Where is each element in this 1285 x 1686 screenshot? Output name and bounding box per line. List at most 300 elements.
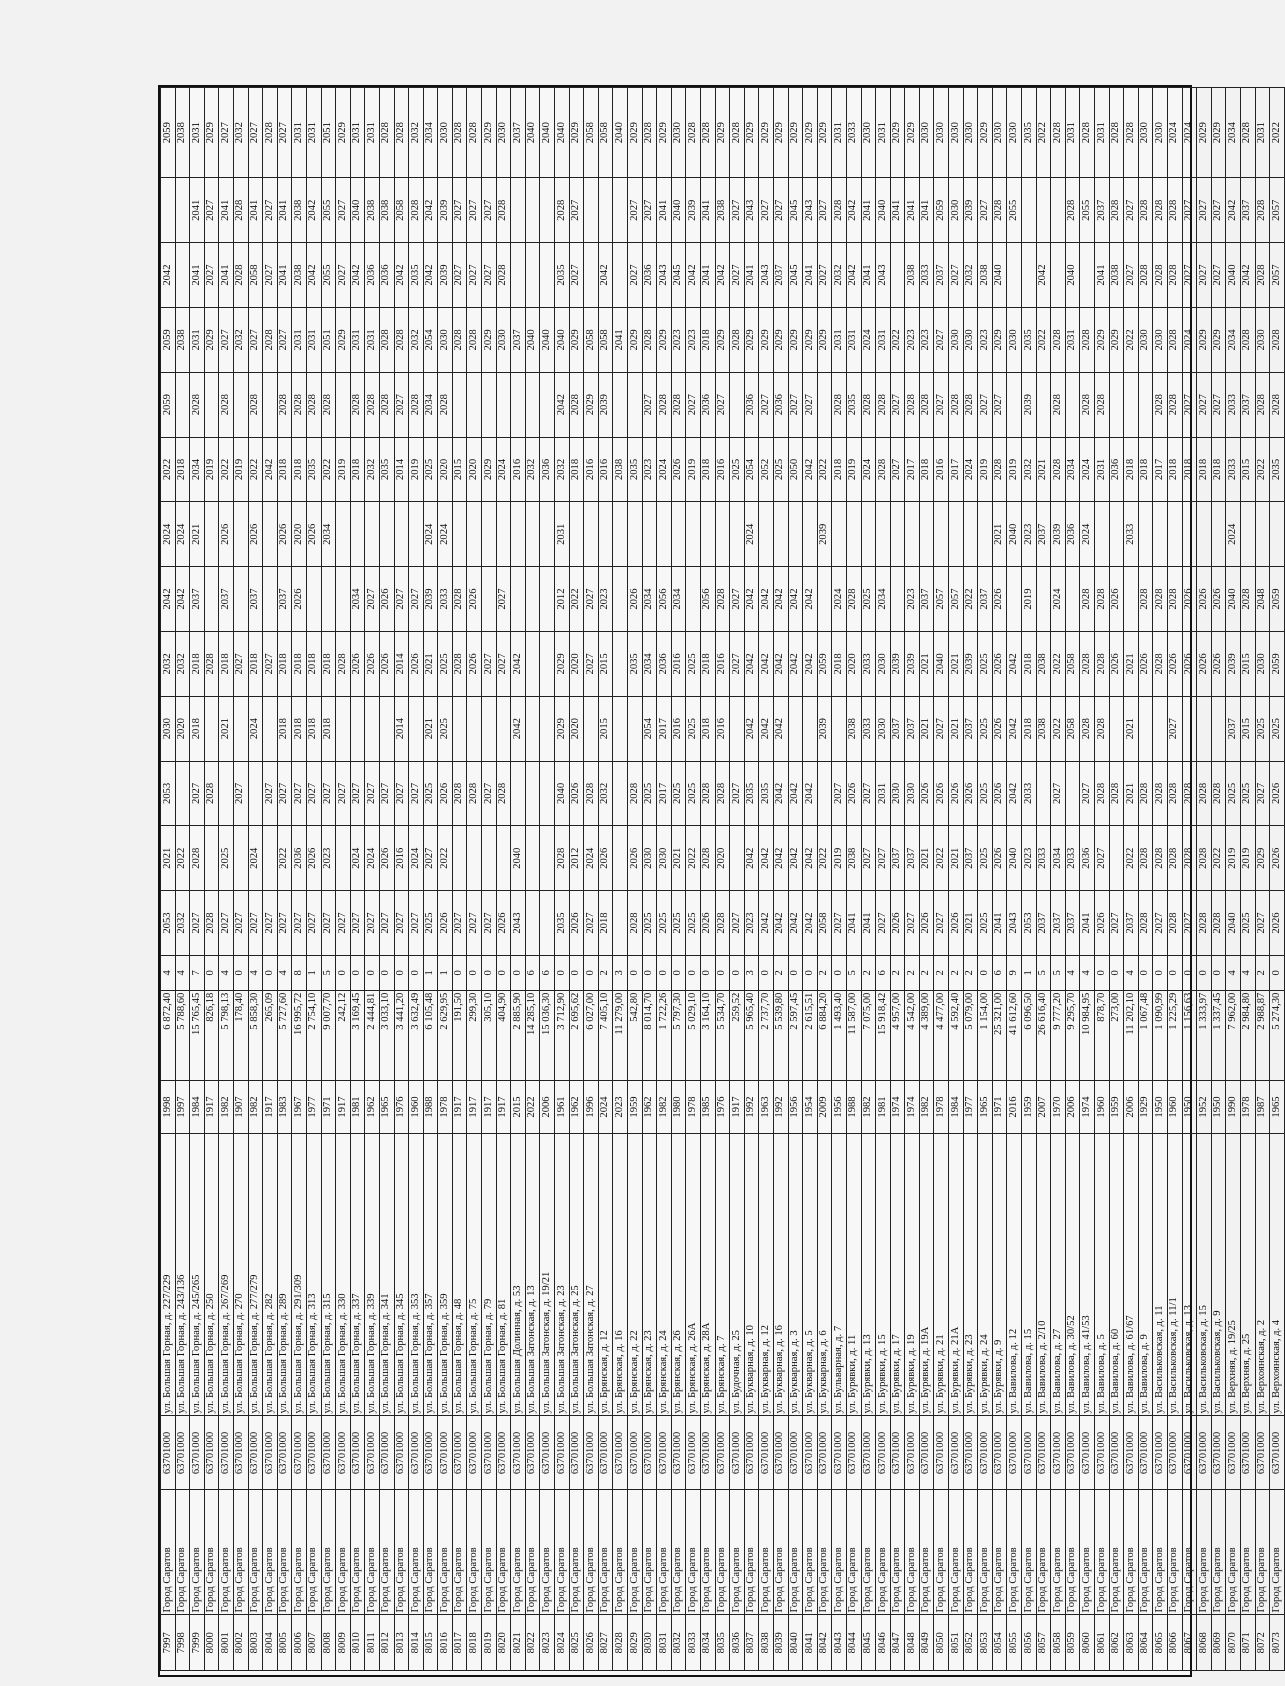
table-cell: 2027 (204, 178, 219, 243)
table-cell: 1 (306, 955, 321, 990)
table-cell: 2022 (934, 826, 949, 891)
table-cell (540, 502, 555, 567)
table-cell (204, 567, 219, 632)
table-cell: 2027 (292, 761, 307, 826)
table-cell: 63701000 (190, 1416, 205, 1490)
table-cell: 2015 (511, 1080, 526, 1133)
table-cell: 2024 (350, 826, 365, 891)
table-cell: 2024 (584, 826, 599, 891)
table-cell: Город Саратов (715, 1490, 730, 1615)
table-row (861, 88, 876, 1671)
table-cell: 2054 (642, 696, 657, 761)
table-cell: 63701000 (263, 1416, 278, 1490)
table-cell: 1985 (700, 1080, 715, 1133)
table-cell: 2019 (1226, 826, 1241, 891)
table-cell (452, 502, 467, 567)
table-cell: 2042 (788, 891, 803, 956)
table-cell: 0 (511, 955, 526, 990)
table-cell: 2027 (861, 826, 876, 891)
table-cell: 2027 (642, 178, 657, 243)
table-cell: 8038 (759, 1615, 774, 1671)
table-cell: 2026 (934, 761, 949, 826)
table-cell: ул. Большая Горная, д. 250 (204, 1134, 219, 1416)
table-cell: 2021 (423, 696, 438, 761)
table-cell (409, 696, 424, 761)
table-cell: ул. Бурявки, д. 11 (846, 1134, 861, 1416)
table-row (496, 88, 511, 1671)
table-cell (525, 826, 540, 891)
table-cell (613, 502, 628, 567)
table-cell: 2026 (350, 631, 365, 696)
table-cell: 2027 (1167, 696, 1182, 761)
table-cell: 2018 (350, 437, 365, 502)
table-cell: 63701000 (730, 1416, 745, 1490)
table-cell: 2058 (584, 307, 599, 372)
table-cell: 2015 (598, 631, 613, 696)
table-cell (496, 696, 511, 761)
table-cell: 2040 (1065, 243, 1080, 308)
table-cell: 1982 (861, 1080, 876, 1133)
table-cell: ул. Большая Затонская, д. 19/21 (540, 1134, 555, 1416)
table-cell: 2 444,81 (365, 990, 380, 1080)
table-cell: ул. Букварная, д. 6 (817, 1134, 832, 1416)
table-cell: 2025 (686, 891, 701, 956)
table-cell: 2028 (1153, 761, 1168, 826)
table-body (161, 88, 1285, 1671)
table-cell: ул. Большая Долинная, д. 53 (511, 1134, 526, 1416)
table-cell: 2028 (394, 307, 409, 372)
table-cell: 2028 (452, 761, 467, 826)
table-cell: 2028 (1167, 761, 1182, 826)
table-cell: 8036 (730, 1615, 745, 1671)
table-cell: 2039 (438, 243, 453, 308)
table-cell: 2 988,87 (1255, 990, 1270, 1080)
table-row (379, 88, 394, 1671)
table-cell: 2034 (1226, 88, 1241, 178)
table-cell: 2025 (219, 826, 234, 891)
table-cell: 2033 (919, 243, 934, 308)
table-cell (525, 891, 540, 956)
table-cell: 2028 (700, 826, 715, 891)
table-cell (1007, 243, 1022, 308)
table-cell: 2 (817, 955, 832, 990)
table-cell (730, 826, 745, 891)
table-cell: 5 788,60 (175, 990, 190, 1080)
table-cell: 63701000 (744, 1416, 759, 1490)
table-cell: 2057 (1270, 243, 1285, 308)
table-cell: 0 (482, 955, 497, 990)
table-cell (496, 372, 511, 437)
table-cell: 2040 (555, 761, 570, 826)
table-cell: 2024 (832, 567, 847, 632)
table-cell: 5 798,13 (219, 990, 234, 1080)
table-cell: 1917 (204, 1080, 219, 1133)
table-cell: 2028 (1255, 243, 1270, 308)
table-cell: 8020 (496, 1615, 511, 1671)
table-cell: 299,30 (467, 990, 482, 1080)
table-row (423, 88, 438, 1671)
table-cell (657, 502, 672, 567)
table-cell: 8007 (306, 1615, 321, 1671)
table-cell: 8011 (365, 1615, 380, 1671)
table-cell: 2027 (1109, 891, 1124, 956)
table-cell: Город Саратов (671, 1490, 686, 1615)
table-cell: 2030 (1007, 307, 1022, 372)
table-cell: 2028 (1197, 891, 1212, 956)
table-cell: 8 014,70 (642, 990, 657, 1080)
table-cell: 2027 (584, 891, 599, 956)
table-cell: 2028 (1255, 372, 1270, 437)
table-cell: Город Саратов (482, 1490, 497, 1615)
table-cell: Город Саратов (1226, 1490, 1241, 1615)
table-cell: 2040 (934, 631, 949, 696)
table-cell: 2031 (350, 307, 365, 372)
table-cell: 63701000 (700, 1416, 715, 1490)
table-cell: 2040 (555, 307, 570, 372)
table-cell: 2027 (730, 567, 745, 632)
table-cell (1109, 372, 1124, 437)
table-cell: 2027 (1197, 372, 1212, 437)
table-cell: Город Саратов (1255, 1490, 1270, 1615)
table-cell: 2025 (686, 761, 701, 826)
table-cell: 8031 (657, 1615, 672, 1671)
table-cell: 2 (949, 955, 964, 990)
table-cell: 2028 (1109, 178, 1124, 243)
table-cell (773, 502, 788, 567)
table-cell: 2027 (890, 372, 905, 437)
table-cell: 2030 (949, 178, 964, 243)
table-cell: 8029 (628, 1615, 643, 1671)
table-cell: 2042 (306, 243, 321, 308)
table-cell: 2054 (744, 437, 759, 502)
table-cell: 2019 (233, 437, 248, 502)
table-cell: ул. Бурявки, д. 9 (992, 1134, 1007, 1416)
table-cell: 2028 (628, 891, 643, 956)
table-cell: 2042 (350, 243, 365, 308)
table-cell: 2027 (467, 178, 482, 243)
table-row (992, 88, 1007, 1671)
table-cell (584, 696, 599, 761)
table-cell (1270, 502, 1285, 567)
table-row (1255, 88, 1270, 1671)
table-cell: 2042 (788, 826, 803, 891)
table-cell: Город Саратов (438, 1490, 453, 1615)
table-cell: Город Саратов (1153, 1490, 1168, 1615)
table-cell: Город Саратов (773, 1490, 788, 1615)
table-cell: 2024 (1182, 307, 1197, 372)
table-cell: 1 (438, 955, 453, 990)
table-cell: 2035 (846, 372, 861, 437)
table-cell: Город Саратов (700, 1490, 715, 1615)
table-cell: 2016 (715, 437, 730, 502)
table-cell: 2027 (409, 761, 424, 826)
table-cell: 8004 (263, 1615, 278, 1671)
table-cell: 2029 (905, 88, 920, 178)
table-cell: ул. Бурявки, д. 19 (905, 1134, 920, 1416)
table-cell: 2012 (569, 826, 584, 891)
table-cell: 2014 (394, 696, 409, 761)
table-cell: 63701000 (1270, 1416, 1285, 1490)
table-cell: 2028 (1211, 891, 1226, 956)
table-cell: 1976 (715, 1080, 730, 1133)
table-cell: 63701000 (1182, 1416, 1197, 1490)
table-cell: 2036 (744, 372, 759, 437)
table-cell: 2028 (1051, 437, 1066, 502)
table-cell: 2042 (759, 631, 774, 696)
table-cell: 2024 (1051, 567, 1066, 632)
table-cell: 8049 (919, 1615, 934, 1671)
table-cell: 1962 (642, 1080, 657, 1133)
table-cell: 2035 (1270, 437, 1285, 502)
table-cell: 2028 (1240, 88, 1255, 178)
table-cell: 4 592,40 (949, 990, 964, 1080)
table-cell: 7 075,00 (861, 990, 876, 1080)
table-cell: 2025 (978, 891, 993, 956)
table-cell: 2021 (963, 891, 978, 956)
table-row (1153, 88, 1168, 1671)
table-cell: 2029 (817, 307, 832, 372)
table-cell: 4 (1080, 955, 1095, 990)
table-cell: 1977 (306, 1080, 321, 1133)
table-cell: 2028 (306, 372, 321, 437)
table-cell: 2027 (277, 891, 292, 956)
table-cell: 2025 (657, 891, 672, 956)
table-cell: 11 587,00 (846, 990, 861, 1080)
table-cell: 2028 (1080, 631, 1095, 696)
table-cell: 2027 (788, 372, 803, 437)
table-cell (584, 243, 599, 308)
table-row (321, 88, 336, 1671)
table-cell: 7999 (190, 1615, 205, 1671)
table-cell: 2032 (175, 631, 190, 696)
table-cell: 2028 (949, 372, 964, 437)
table-cell: 2032 (233, 88, 248, 178)
table-cell (613, 178, 628, 243)
table-cell: 2 (861, 955, 876, 990)
table-cell: 2021 (919, 631, 934, 696)
table-cell: 2030 (496, 88, 511, 178)
table-cell (1051, 243, 1066, 308)
table-cell: ул. Васильковская, д. 11 (1153, 1134, 1168, 1416)
table-cell: 8041 (803, 1615, 818, 1671)
table-cell: 2028 (1051, 307, 1066, 372)
table-cell: 0 (832, 955, 847, 990)
table-cell: 8042 (817, 1615, 832, 1671)
table-row (555, 88, 570, 1671)
table-cell: 2018 (1022, 696, 1037, 761)
table-cell: 63701000 (452, 1416, 467, 1490)
table-cell: ул. Брянская, д. 28А (700, 1134, 715, 1416)
table-cell: 2032 (1022, 437, 1037, 502)
table-cell: 2026 (496, 891, 511, 956)
table-cell: 63701000 (306, 1416, 321, 1490)
table-cell: 2037 (934, 243, 949, 308)
table-cell: 2026 (671, 437, 686, 502)
table-cell: 2043 (511, 891, 526, 956)
table-cell: Город Саратов (876, 1490, 891, 1615)
table-cell: 2027 (233, 891, 248, 956)
table-cell: 2027 (336, 761, 351, 826)
table-cell (832, 502, 847, 567)
table-cell: 2019 (336, 437, 351, 502)
table-cell: 2030 (861, 88, 876, 178)
table-cell: 8037 (744, 1615, 759, 1671)
table-cell (1240, 502, 1255, 567)
table-cell: 2033 (846, 88, 861, 178)
table-cell: 242,12 (336, 990, 351, 1080)
table-cell: 2059 (934, 178, 949, 243)
table-cell: 2042 (803, 631, 818, 696)
table-cell (511, 243, 526, 308)
table-row (1211, 88, 1226, 1671)
table-cell: 2042 (803, 826, 818, 891)
table-cell: 2038 (292, 178, 307, 243)
table-cell: Город Саратов (263, 1490, 278, 1615)
table-cell (263, 502, 278, 567)
table-cell: 2027 (1095, 826, 1110, 891)
table-cell (1197, 502, 1212, 567)
table-cell (628, 372, 643, 437)
table-cell: 2030 (161, 696, 176, 761)
table-cell: 2028 (336, 631, 351, 696)
table-cell: 2027 (365, 567, 380, 632)
table-cell: 2027 (233, 761, 248, 826)
table-cell: 2040 (1226, 891, 1241, 956)
table-cell: 8001 (219, 1615, 234, 1671)
table-cell: 2037 (978, 567, 993, 632)
table-cell: 2035 (759, 761, 774, 826)
table-cell: 2018 (1138, 437, 1153, 502)
table-cell: ул. Большая Горная, д. 337 (350, 1134, 365, 1416)
table-cell: 2027 (715, 372, 730, 437)
table-cell: Город Саратов (496, 1490, 511, 1615)
table-row (730, 88, 745, 1671)
table-cell: 2027 (1211, 178, 1226, 243)
table-cell: 2007 (1036, 1080, 1051, 1133)
table-cell: ул. Васильковская, д. 9 (1211, 1134, 1226, 1416)
table-cell: 2033 (1022, 761, 1037, 826)
table-cell: 2028 (876, 372, 891, 437)
table-cell: 2055 (321, 178, 336, 243)
table-cell: ул. Большая Горная, д. 315 (321, 1134, 336, 1416)
table-cell: 2026 (1197, 567, 1212, 632)
table-cell: 2012 (555, 567, 570, 632)
table-cell: 2023 (671, 307, 686, 372)
table-cell: 2032 (598, 761, 613, 826)
table-cell: ул. Бульварная, д. 7 (832, 1134, 847, 1416)
table-cell: 2037 (890, 826, 905, 891)
table-cell: 1965 (1270, 1080, 1285, 1133)
table-cell: ул. Большая Горная, д. 245/265 (190, 1134, 205, 1416)
table-cell: 2041 (277, 243, 292, 308)
table-cell: 2029 (803, 307, 818, 372)
table-cell: ул. Верхоянская, д. 4 (1270, 1134, 1285, 1416)
table-cell: 2028 (1153, 631, 1168, 696)
table-cell (350, 502, 365, 567)
table-cell (525, 761, 540, 826)
table-cell: ул. Брянская, д. 16 (613, 1134, 628, 1416)
table-cell: 2028 (1080, 307, 1095, 372)
table-cell: 2028 (846, 567, 861, 632)
table-cell: 2034 (190, 437, 205, 502)
table-cell: 2042 (788, 761, 803, 826)
table-row (686, 88, 701, 1671)
table-cell: Город Саратов (1080, 1490, 1095, 1615)
table-cell: 2027 (1197, 178, 1212, 243)
table-cell: 2027 (350, 761, 365, 826)
table-cell: 2024 (963, 437, 978, 502)
table-cell: 2041 (919, 178, 934, 243)
table-cell: ул. Бурявки, д. 13 (861, 1134, 876, 1416)
table-cell: 8050 (934, 1615, 949, 1671)
table-cell (628, 696, 643, 761)
table-cell: 63701000 (628, 1416, 643, 1490)
table-cell: 2029 (482, 307, 497, 372)
table-cell: 2022 (1051, 631, 1066, 696)
table-cell: 2026 (628, 826, 643, 891)
table-cell: 2026 (1138, 631, 1153, 696)
table-cell: 2028 (1255, 178, 1270, 243)
table-cell: 2019 (1007, 437, 1022, 502)
table-cell (525, 696, 540, 761)
table-cell (890, 243, 905, 308)
table-cell (263, 826, 278, 891)
table-cell: Город Саратов (204, 1490, 219, 1615)
table-cell: 2026 (598, 826, 613, 891)
table-cell: 2022 (219, 437, 234, 502)
table-cell: 2028 (1124, 88, 1139, 178)
table-cell: 2023 (905, 567, 920, 632)
table-cell: 2026 (569, 761, 584, 826)
table-cell: 2028 (1197, 826, 1212, 891)
table-cell: 2058 (584, 88, 599, 178)
table-cell: 1974 (1080, 1080, 1095, 1133)
table-cell: Город Саратов (1124, 1490, 1139, 1615)
table-cell: 2 737,70 (759, 990, 774, 1080)
table-cell: 2031 (306, 88, 321, 178)
table-cell: Город Саратов (190, 1490, 205, 1615)
table-cell (978, 502, 993, 567)
table-cell (204, 696, 219, 761)
table-cell: 2029 (788, 307, 803, 372)
table-cell: 8071 (1240, 1615, 1255, 1671)
table-cell: 1970 (1051, 1080, 1066, 1133)
table-cell: 2028 (1080, 88, 1095, 178)
table-cell: 2027 (394, 567, 409, 632)
table-cell (540, 891, 555, 956)
table-cell: 2029 (817, 88, 832, 178)
table-cell: 259,52 (730, 990, 745, 1080)
table-cell: 1 (1022, 955, 1037, 990)
table-cell: 2034 (423, 372, 438, 437)
table-cell: 2028 (569, 372, 584, 437)
table-cell: 2025 (423, 437, 438, 502)
table-cell: 2039 (817, 696, 832, 761)
table-cell: 2 885,90 (511, 990, 526, 1080)
table-cell (511, 502, 526, 567)
table-cell: Город Саратов (555, 1490, 570, 1615)
table-cell (584, 178, 599, 243)
table-cell: 63701000 (1197, 1416, 1212, 1490)
table-cell: ул. Большая Горная, д. 313 (306, 1134, 321, 1416)
table-row (190, 88, 205, 1671)
table-cell: 2029 (657, 88, 672, 178)
table-cell: 2027 (628, 243, 643, 308)
table-cell: ул. Бурявки, д. 17 (890, 1134, 905, 1416)
table-cell: Город Саратов (905, 1490, 920, 1615)
table-cell: 2029 (482, 437, 497, 502)
table-cell: 2027 (277, 761, 292, 826)
